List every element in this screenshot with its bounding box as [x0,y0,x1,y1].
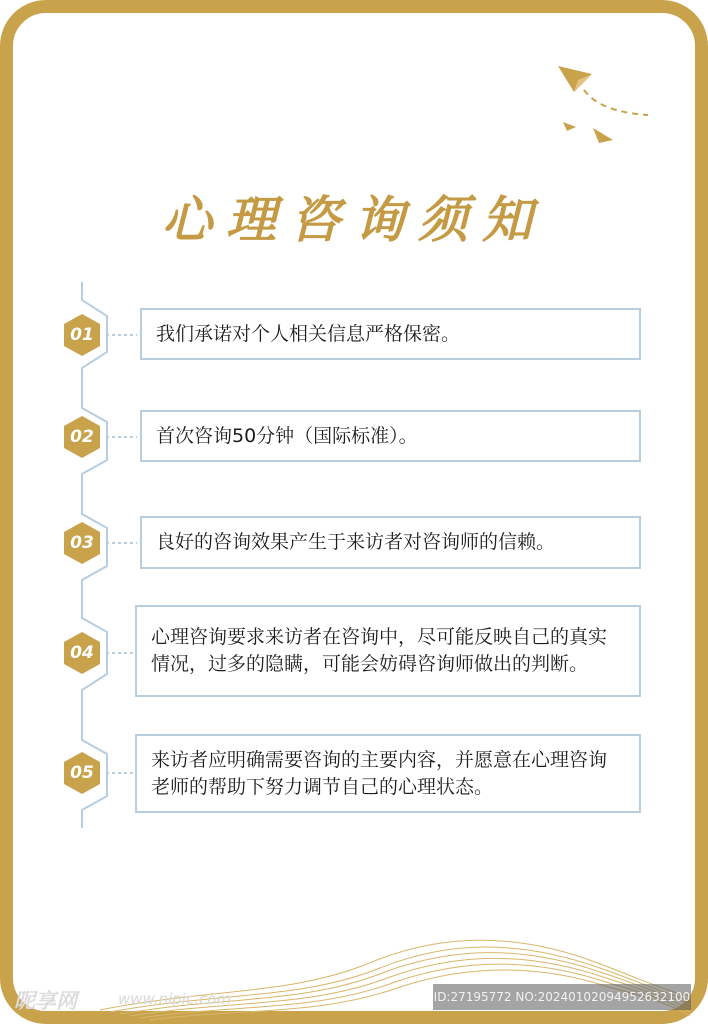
badge-number-01: 01 [70,325,94,345]
badge-number-05: 05 [70,763,94,783]
notice-item-text: 心理咨询要求来访者在咨询中，尽可能反映自己的真实情况，过多的隐瞒，可能会妨碍咨询师做出的判断。 [151,626,608,675]
notice-item-3 [140,516,641,569]
notice-item-text: 来访者应明确需要咨询的主要内容，并愿意在心理咨询老师的帮助下努力调节自己的心理状态。 [151,748,608,798]
paper-plane-icon [558,66,613,143]
watermark-id: ID:27195772 NO:20240102094952632100 [433,984,691,1010]
notice-item-text: 我们承诺对个人相关信息严格保密。 [156,322,461,345]
notice-item-5 [135,734,641,813]
notice-item-1 [140,308,641,360]
badge-number-03: 03 [70,533,94,553]
notice-item-text: 首次咨询50分钟（国际标准）。 [156,424,418,447]
connectors [106,335,137,773]
notice-item-text: 良好的咨询效果产生于来访者对咨询师的信赖。 [156,531,556,553]
watermark-brand: 昵享网 [14,989,77,1013]
watermark-url: www.nipic.com [118,990,232,1008]
page-title: 心理咨询须知 [162,190,546,249]
badge-number-02: 02 [70,427,94,447]
notice-item-2 [140,410,641,462]
badge-number-04: 04 [70,643,94,663]
notice-item-4 [135,605,641,697]
plane-trail [584,90,648,115]
